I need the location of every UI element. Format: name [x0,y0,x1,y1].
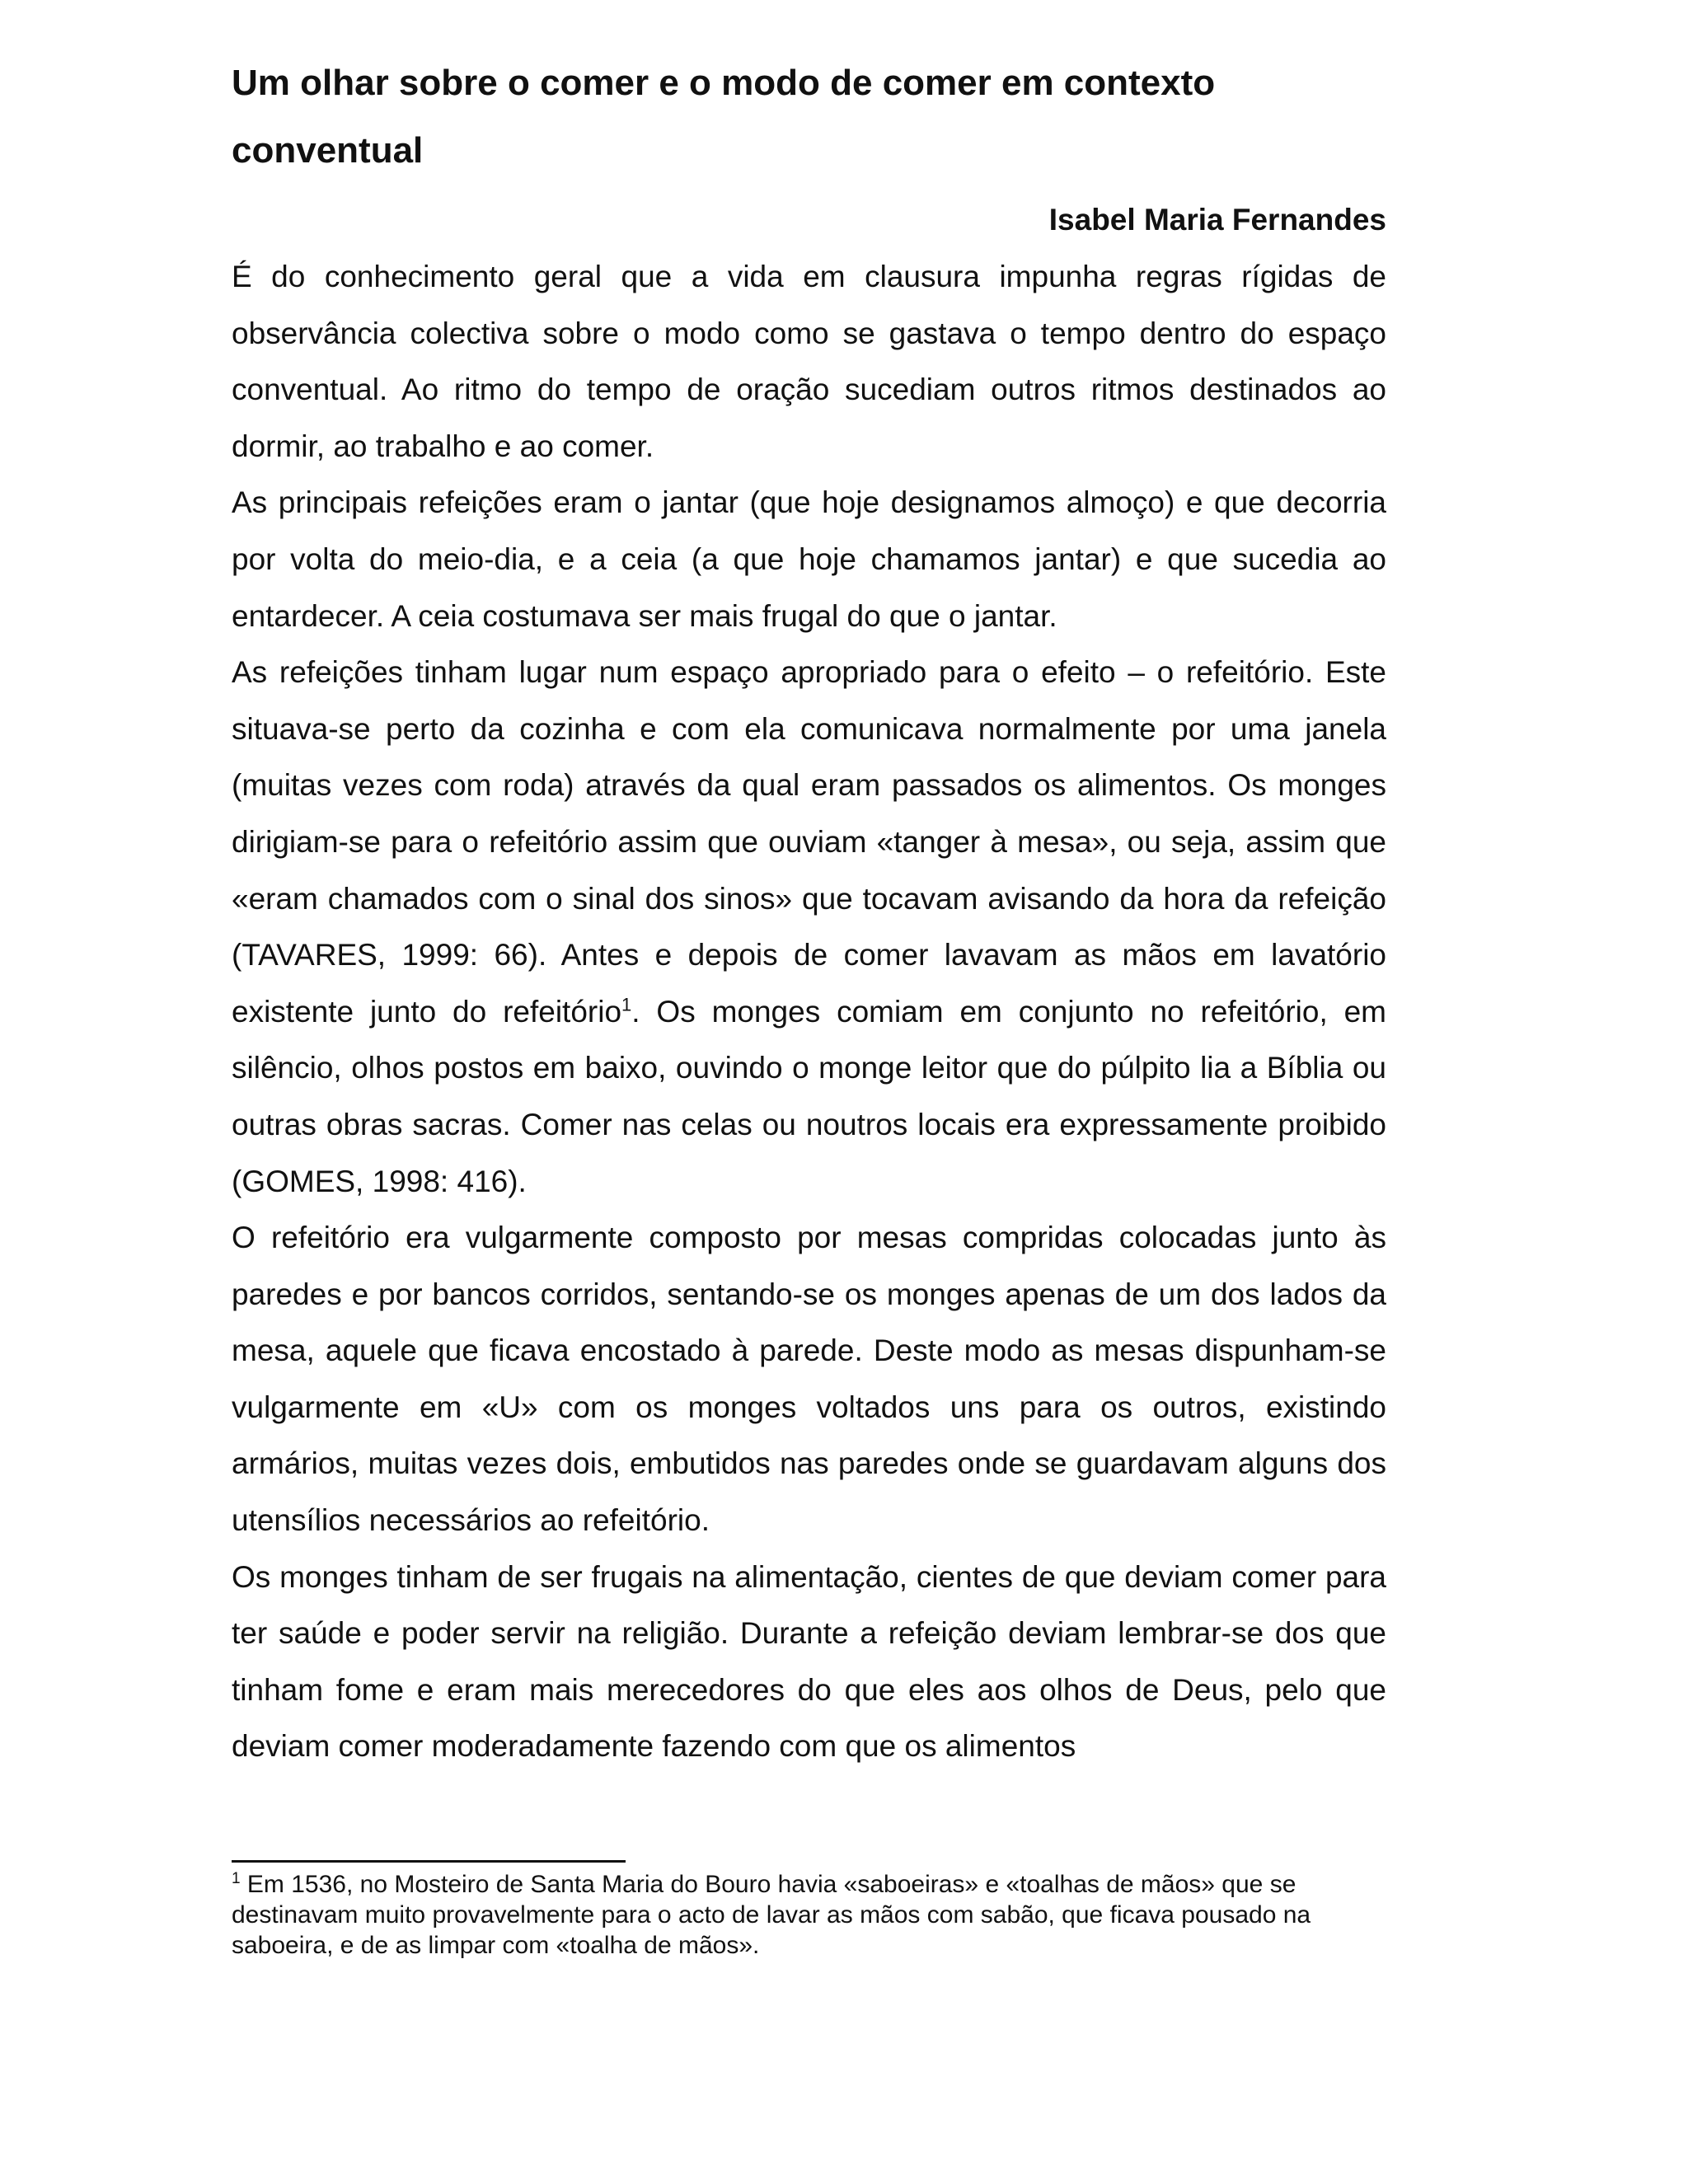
paragraph-4: O refeitório era vulgarmente composto por mesas compridas colocadas junto às paredes e por bancos corridos, sentando-se os monges apenas de um dos lados da mesa, aquele que ficava encostado à parede. Deste modo as mesas dispunham-se vulgarmente em «U» com os monges voltados uns para os outros, existindo armários, muitas vezes dois, embutidos nas paredes onde se guardavam alguns dos utensílios necessários ao refeitório. [232,1221,1386,1538]
paragraph-5: Os monges tinham de ser frugais na alimentação, cientes de que deviam comer para ter saúde e poder servir na religião. Durante a refeição deviam lembrar-se dos que tinham fome e eram mais merecedores do que eles aos olhos de Deus, pelo que deviam comer moderadamente fazendo com que os alimentos [232,1559,1386,1764]
footnote-text: Em 1536, no Mosteiro de Santa Maria do Bouro havia «saboeiras» e «toalhas de mãos» que se destinavam muito provavelmente para o acto de lavar as mãos com sabão, que ficava pousado na saboeira, e de as limpar com «toalha de mãos». [232,1871,1311,1959]
footnote-marker: 1 [232,1870,241,1887]
paragraph-3-text-start: As refeições tinham lugar num espaço apropriado para o efeito – o refeitório. Este situava-se perto da cozinha e com ela comunicava normalmente por uma janela (muitas vezes com roda) através da qual eram passados os alimentos. Os monges dirigiam-se para o refeitório assim que ouviam «tanger à mesa», ou seja, assim que «eram chamados com o sinal dos sinos» que tocavam avisando da hora da refeição (TAVARES, 1999: 66). Antes e depois de comer lavavam as mãos em lavatório existente junto do refeitório [232,655,1386,1029]
body-text [232,249,1386,1775]
document-title: Um olhar sobre o comer e o modo de comer em contexto conventual [232,63,1216,171]
paragraph-1: É do conhecimento geral que a vida em clausura impunha regras rígidas de observância colectiva sobre o modo como se gastava o tempo dentro do espaço conventual. Ao ritmo do tempo de oração sucediam outros ritmos destinados ao dormir, ao trabalho e ao comer. [232,260,1386,463]
footnote-reference-1[interactable]: 1 [621,994,632,1015]
footnote-1 [232,1869,1386,1961]
author-name: Isabel Maria Fernandes [1048,203,1386,237]
paragraph-3-text-end: . Os monges comiam em conjunto no refeitório, em silêncio, olhos postos em baixo, ouvindo o monge leitor que do púlpito lia a Bíblia ou outras obras sacras. Comer nas celas ou noutros locais era expressamente proibido (GOMES, 1998: 416). [232,994,1386,1198]
paragraph-3 [232,644,1386,1210]
paragraph-2: As principais refeições eram o jantar (que hoje designamos almoço) e que decorria por volta do meio-dia, e a ceia (a que hoje chamamos jantar) e que sucedia ao entardecer. A ceia costumava ser mais frugal do que o jantar. [232,485,1386,633]
footnote-separator [232,1860,626,1863]
document-page [232,49,1386,1775]
